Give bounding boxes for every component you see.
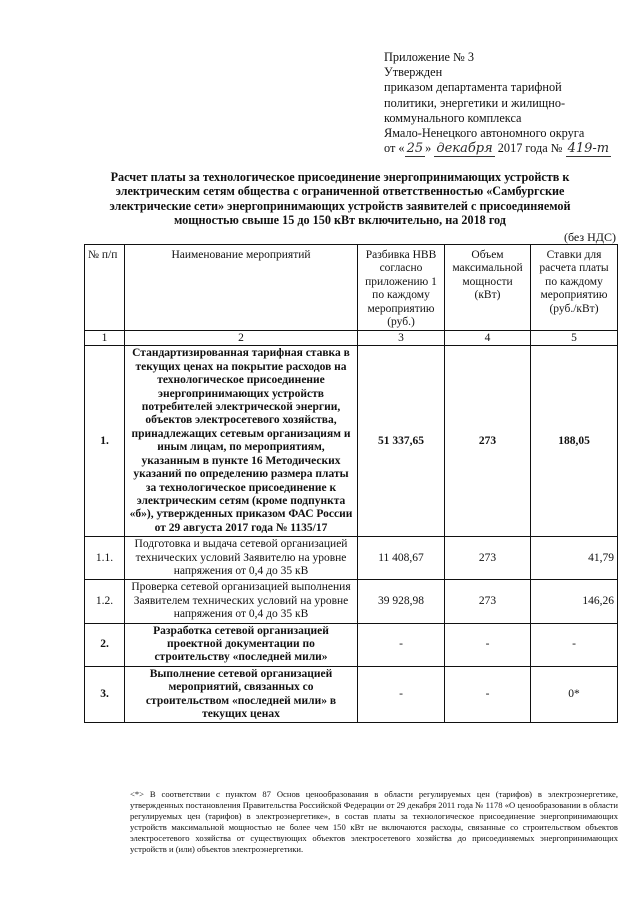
appendix-line: Ямало-Ненецкого автономного округа	[384, 126, 585, 141]
table-header-row	[85, 245, 618, 331]
footnote	[90, 789, 618, 855]
table-row: 1.2. Проверка сетевой организацией выполнения Заявителем технических условий на уровне напряжения от 0,4 до 35 кВ 39 928,98 273 146,26	[85, 580, 618, 623]
handwritten-number: 419-т	[567, 141, 610, 157]
appendix-line: приказом департамента тарифной	[384, 80, 562, 95]
handwritten-day: 25	[406, 141, 424, 157]
appendix-block	[384, 50, 624, 156]
table-row: 1. Стандартизированная тарифная ставка в текущих ценах на покрытие расходов на технологическое присоединение энергопринимающих устройств потребителей электрической энергии, объектов электросетевого хозяйства, принадлежащих сетевым организациям и иным лицам, по мероприятиям, указанным в пункте 16 Методических указаний по определению размера платы за технологическое присоединение к электрическим сетям (кроме подпункта «б»), утвержденных приказом ФАС России от 29 августа 2017 года № 1135/17 51 337,65 273 188,05	[85, 346, 618, 537]
table-row: 1.1. Подготовка и выдача сетевой организацией технических условий Заявителю на уровне напряжения от 0,4 до 35 кВ 11 408,67 273 41,79	[85, 537, 618, 580]
appendix-line: коммунального комплекса	[384, 110, 522, 125]
header-rate: Ставки для расчета платы по каждому мероприятию (руб./кВт)	[531, 245, 618, 331]
appendix-approved: Утвержден	[384, 65, 443, 80]
document-title: Расчет платы за технологическое присоединение энергопринимающих устройств к электрическим сетям общества с ограниченной ответственностью «Самбургские электрические сети» энергопринимающих устройств заявителей с присоединяемой мощностью свыше 15 до 150 кВт включительно, на 2018 год	[109, 170, 571, 228]
appendix-line: политики, энергетики и жилищно-	[384, 95, 566, 110]
header-name: Наименование мероприятий	[125, 245, 358, 331]
appendix-date: от « 25 » декабря 2017 года № 419-т	[384, 141, 610, 157]
footnote-text: <*> В соответствии с пунктом 87 Основ ценообразования в области регулируемых цен (тарифов) в электроэнергетике, утвержденных постановления Правительства Российской Федерации от 29 декабря 2011 года № 1178 «О ценообразовании в области регулируемых цен (тарифов) в электроэнергетике», в состав платы за технологическое присоединение энергопринимающих устройств максимальной мощностью не более чем 150 кВт не включаются расходы, связанные со строительством объектов электросетевого хозяйства от существующих объектов электросетевого хозяйства до присоединяемых энергопринимающих устройств и (или) объектов электроэнергетики.	[130, 789, 618, 854]
fee-table	[84, 244, 618, 723]
table-row: 2. Разработка сетевой организацией проектной документации по строительству «последней мили» - - -	[85, 623, 618, 666]
header-nvv: Разбивка НВВ согласно приложению 1 по каждому мероприятию (руб.)	[358, 245, 445, 331]
column-number-row: 1 2 3 4 5	[85, 331, 618, 346]
header-number: № п/п	[85, 245, 125, 331]
vat-note: (без НДС)	[563, 230, 616, 244]
header-power: Объем максимальной мощности (кВт)	[445, 245, 531, 331]
table-row: 3. Выполнение сетевой организацией мероприятий, связанных со строительством «последней мили» в текущих ценах - - 0*	[85, 666, 618, 723]
appendix-title: Приложение № 3	[384, 50, 475, 64]
handwritten-month: декабря	[436, 141, 493, 157]
